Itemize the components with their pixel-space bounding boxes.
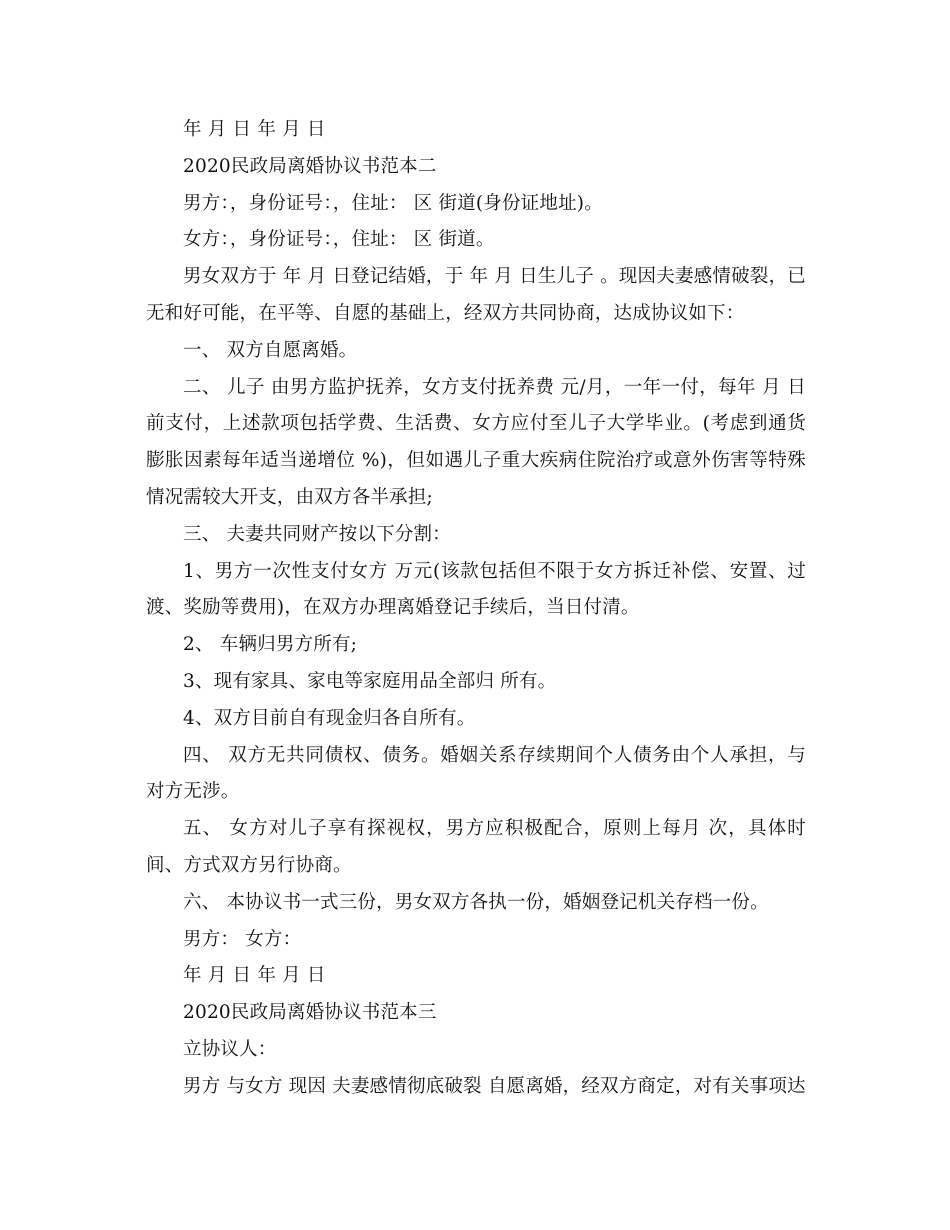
property-item-one: 1、男方一次性支付女方 万元(该款包括但不限于女方拆迁补偿、安置、过渡、奖励等费用)，在双方办理离婚登记手续后，当日付清。 <box>146 560 806 619</box>
signature-line: 男方： 女方： <box>183 928 302 950</box>
agreement-opening-line: 男方 与女方 现因 夫妻感情彻底破裂 自愿离婚，经双方商定，对有关事项达 <box>183 1075 806 1097</box>
female-party-info: 女方：，身份证号：，住址： 区 街道。 <box>183 229 495 251</box>
marriage-paragraph: 男女双方于 年 月 日登记结婚，于 年 月 日生儿子 。现因夫妻感情破裂，已无和好可能，在平等、自愿的基础上，经双方共同协商，达成协议如下： <box>146 266 806 324</box>
clause-one: 一、 双方自愿离婚。 <box>183 339 358 361</box>
date-line: 年 月 日 年 月 日 <box>183 119 326 140</box>
agreement-parties-label: 立协议人： <box>183 1038 277 1060</box>
clause-five-paragraph: 五、 女方对儿子享有探视权，男方应积极配合，原则上每月 次，具体时间、方式双方另行协商。 <box>146 818 806 876</box>
male-party-info: 男方：，身份证号：，住址： 区 街道(身份证地址)。 <box>183 192 603 214</box>
property-item-two: 2、 车辆归男方所有; <box>183 634 358 656</box>
property-item-three: 3、现有家具、家电等家庭用品全部归 所有。 <box>183 670 557 692</box>
clause-three: 三、 夫妻共同财产按以下分割： <box>183 523 451 545</box>
clause-six: 六、 本协议书一式三份，男女双方各执一份，婚姻登记机关存档一份。 <box>183 891 769 913</box>
property-item-four: 4、双方目前自有现金归各自所有。 <box>183 707 476 729</box>
document-body <box>146 112 806 1106</box>
clause-two-paragraph: 二、 儿子 由男方监护抚养，女方支付抚养费 元/月，一年一付，每年 月 日前支付，上述款项包括学费、生活费、女方应付至儿子大学毕业。(考虑到通货膨胀因素每年适当递增位 %)，但如遇儿子重大疾病住院治疗或意外伤害等特殊情况需较大开支，由双方各半承担; <box>146 376 806 508</box>
section-title-sample-three: 2020民政局离婚协议书范本三 <box>183 1002 437 1024</box>
date-line-2: 年 月 日 年 月 日 <box>183 965 326 987</box>
clause-four-paragraph: 四、 双方无共同债权、债务。婚姻关系存续期间个人债务由个人承担，与对方无涉。 <box>146 744 806 803</box>
section-title-sample-two: 2020民政局离婚协议书范本二 <box>183 155 437 177</box>
